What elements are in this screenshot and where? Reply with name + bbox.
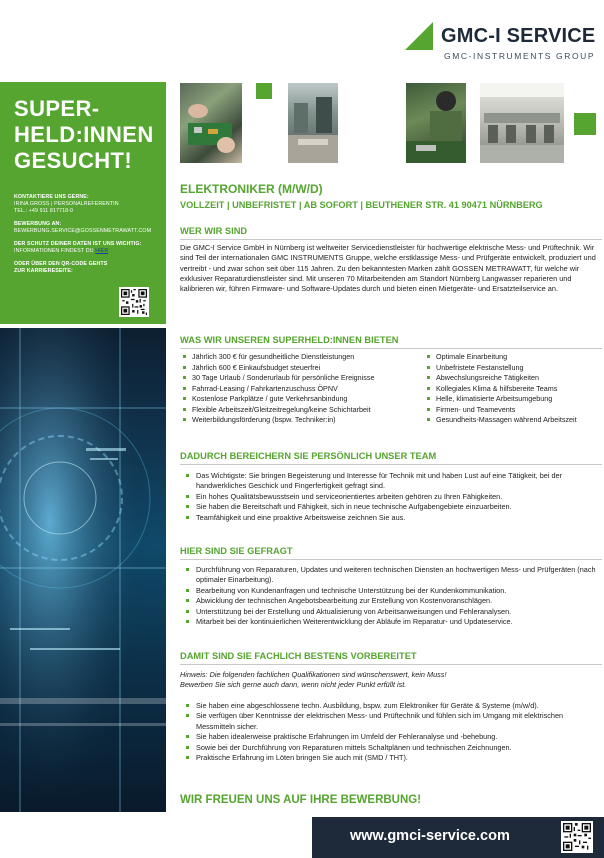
offer-item: 30 Tage Urlaub / Sonderurlaub für persönliche Ereignisse xyxy=(180,373,374,384)
footer-url-link[interactable]: www.gmci-service.com xyxy=(350,828,510,844)
section-heading-tasks: HIER SIND SIE GEFRAGT xyxy=(180,546,602,560)
section-heading-requirements: DAMIT SIND SIE FACHLICH BESTENS VORBEREITET xyxy=(180,651,602,665)
team-item: Das Wichtigste: Sie bringen Begeisterung und Interesse für Technik mit und haben Lust auf eine Tätigkeit, bei der handwerkliches Geschick und Fingerfertigkeit gefragt sind. xyxy=(180,471,602,492)
contact-label: KONTAKTIERE UNS GERNE: xyxy=(14,194,89,200)
privacy-link[interactable]: HIER xyxy=(95,248,109,254)
privacy-more xyxy=(14,248,154,255)
company-logo xyxy=(405,20,597,68)
hint-line-2: Bewerben Sie sich gerne auch dann, wenn nicht jeder Punkt erfüllt ist. xyxy=(180,680,407,690)
photo-technician xyxy=(406,83,466,163)
tasks-list xyxy=(180,565,602,627)
requirement-item: Praktische Erfahrung im Löten bringen Sie auch mit (SMD / THT). xyxy=(180,753,602,763)
team-item: Sie haben die Bereitschaft und Fähigkeit, sich in neue technische Aufgabengebiete einzuarbeiten. xyxy=(180,502,602,512)
job-title: ELEKTRONIKER (M/W/D) xyxy=(180,182,323,196)
offer-item: Abwechslungsreiche Tätigkeiten xyxy=(424,373,577,384)
task-item: Unterstützung bei der Erstellung und Aktualisierung von Arbeitsanweisungen und Fehleranalysen. xyxy=(180,607,602,617)
headline-line-3: GESUCHT! xyxy=(14,148,133,173)
qr-code-icon xyxy=(563,823,591,851)
photo-workshop-art xyxy=(288,83,338,163)
qr-text-1: ODER ÜBER DEN QR-CODE GEHTS xyxy=(14,261,108,267)
offer-item: Helle, klimatisierte Arbeitsumgebung xyxy=(424,394,577,405)
photo-lab-art xyxy=(480,83,564,163)
qr-text-2: ZUR KARRIERESEITE: xyxy=(14,268,73,274)
requirement-item: Sie haben eine abgeschlossene techn. Ausbildung, bspw. zum Elektroniker für Geräte & Systeme (m/w/d). xyxy=(180,701,602,711)
footer-bar xyxy=(312,817,604,858)
contact-phone: TEL.: +49 911 817718-0 xyxy=(14,208,74,214)
privacy-more-text: INFORMATIONEN FINDEST DU xyxy=(14,248,94,254)
offer-item: Fahrrad-Leasing / Fahrkartenzuschuss ÖPNV xyxy=(180,384,374,395)
headline-line-2: HELD:INNEN xyxy=(14,122,154,147)
offer-col-left xyxy=(180,352,374,426)
about-text: Die GMC-I Service GmbH in Nürnberg ist weltweiter Servicedienstleister für hochwertige elektrische Mess- und Prüftechnik. Wir sind Teil der internationalen GMC INSTRUMENTS Gruppe, welche erstklassige Mess- und Prüfgeräte entwickelt, produziert und vertreibt - und zwar schon seit über 115 Jahren. Zu den bekanntesten Marken zählt GOSSEN METRAWATT, für welche wir exklusiver Reparaturdienstleister sind. Mit unseren 70 Mitarbeitenden am Standort Nürnberg Langwasser reparieren und kalibrieren wir, führen Firmware- und Software-Updates durch und bieten einen Mietgeräte- und Ersatzteilservice an. xyxy=(180,243,596,294)
logo-name: GMC-I SERVICE xyxy=(441,25,596,47)
qr-code-career[interactable] xyxy=(119,287,149,317)
requirements-list xyxy=(180,701,602,763)
section-heading-team: DADURCH BEREICHERN SIE PERSÖNLICH UNSER TEAM xyxy=(180,451,602,465)
photo-lab xyxy=(480,83,564,163)
closing-line: WIR FREUEN UNS AUF IHRE BEWERBUNG! xyxy=(180,794,422,806)
logo-tagline: GMC-INSTRUMENTS GROUP xyxy=(444,51,596,61)
requirement-item: Sowie bei der Durchführung von Reparaturen mittels Schaltplänen und technischen Zeichnungen. xyxy=(180,743,602,753)
offer-item: Weiterbildungsförderung (bspw. Techniker:in) xyxy=(180,415,374,426)
logo-triangle-icon xyxy=(405,22,433,50)
task-item: Durchführung von Reparaturen, Updates und weiteren technischen Diensten an hochwertigen Mess- und Prüfgeräten (nach optimaler Einarbeitung). xyxy=(180,565,602,586)
offer-item: Jährlich 600 € Einkaufsbudget steuerfrei xyxy=(180,363,374,374)
hint-line-1: Hinweis: Die folgenden fachlichen Qualifikationen sind wünschenswert, kein Muss! xyxy=(180,670,447,679)
task-item: Abwicklung der technischen Angebotsbearbeitung zur Erstellung von Kostenvoranschlägen. xyxy=(180,596,602,606)
offer-item: Kollegiales Klima & hilfsbereite Teams xyxy=(424,384,577,395)
offer-item: Kostenlose Parkplätze / gute Verkehrsanbindung xyxy=(180,394,374,405)
tech-visual-art xyxy=(0,328,166,812)
requirement-item: Sie verfügen über Kenntnisse der elektrischen Mess- und Prüftechnik und fühlen sich im Umgang mit elektrischen Messmitteln sicher. xyxy=(180,711,602,732)
privacy-text: DER SCHUTZ DEINER DATEN IST UNS WICHTIG: xyxy=(14,241,142,247)
job-subtitle: VOLLZEIT | UNBEFRISTET | AB SOFORT | BEUTHENER STR. 41 90471 NÜRNBERG xyxy=(180,200,543,210)
offer-item: Optimale Einarbeitung xyxy=(424,352,577,363)
photo-technician-art xyxy=(406,83,466,163)
offer-item: Jährlich 300 € für gesundheitliche Dienstleistungen xyxy=(180,352,374,363)
photo-soldering xyxy=(180,83,242,163)
apply-label: BEWERBUNG AN: xyxy=(14,221,62,227)
photo-strip xyxy=(180,83,604,163)
requirement-item: Sie haben idealerweise praktische Erfahrungen im Umfeld der Fehleranalyse und -behebung. xyxy=(180,732,602,742)
task-item: Bearbeitung von Kundenanfragen und technische Unterstützung bei der Kundenkommunikation. xyxy=(180,586,602,596)
offer-item: Gesundheits-Massagen während Arbeitszeit xyxy=(424,415,577,426)
qr-code-icon xyxy=(121,289,147,315)
team-list xyxy=(180,471,602,523)
headline-line-1: SUPER- xyxy=(14,96,100,121)
apply-email[interactable]: BEWERBUNG.SERVICE@GOSSENMETRAWATT.COM xyxy=(14,228,152,234)
offer-item: Flexible Arbeitszeit/Gleitzeitregelung/keine Schichtarbeit xyxy=(180,405,374,416)
section-heading-about: WER WIR SIND xyxy=(180,226,602,240)
offer-item: Unbefristete Festanstellung xyxy=(424,363,577,374)
photo-soldering-art xyxy=(180,83,242,163)
photo-green-block xyxy=(256,83,272,99)
sidebar-headline xyxy=(14,96,154,174)
section-heading-offer: WAS WIR UNSEREN SUPERHELD:INNEN BIETEN xyxy=(180,335,602,349)
tech-visual xyxy=(0,328,166,812)
requirements-hint xyxy=(180,670,600,691)
photo-green-block-2 xyxy=(574,113,596,135)
offer-item: Firmen- und Teamevents xyxy=(424,405,577,416)
contact-name: IRINA GROSS | PERSONALREFERENTIN xyxy=(14,201,119,207)
team-item: Teamfähigkeit und eine proaktive Arbeitsweise zeichnen Sie aus. xyxy=(180,513,602,523)
offer-col-right xyxy=(424,352,577,426)
qr-code-footer[interactable] xyxy=(561,821,593,853)
task-item: Mitarbeit bei der kontinuierlichen Weiterentwicklung der Abläufe im Reparatur- und Updateservice. xyxy=(180,617,602,627)
team-item: Ein hohes Qualitätsbewusstsein und serviceorientiertes arbeiten gehören zu Ihren Fähigkeiten. xyxy=(180,492,602,502)
photo-workshop xyxy=(288,83,338,163)
